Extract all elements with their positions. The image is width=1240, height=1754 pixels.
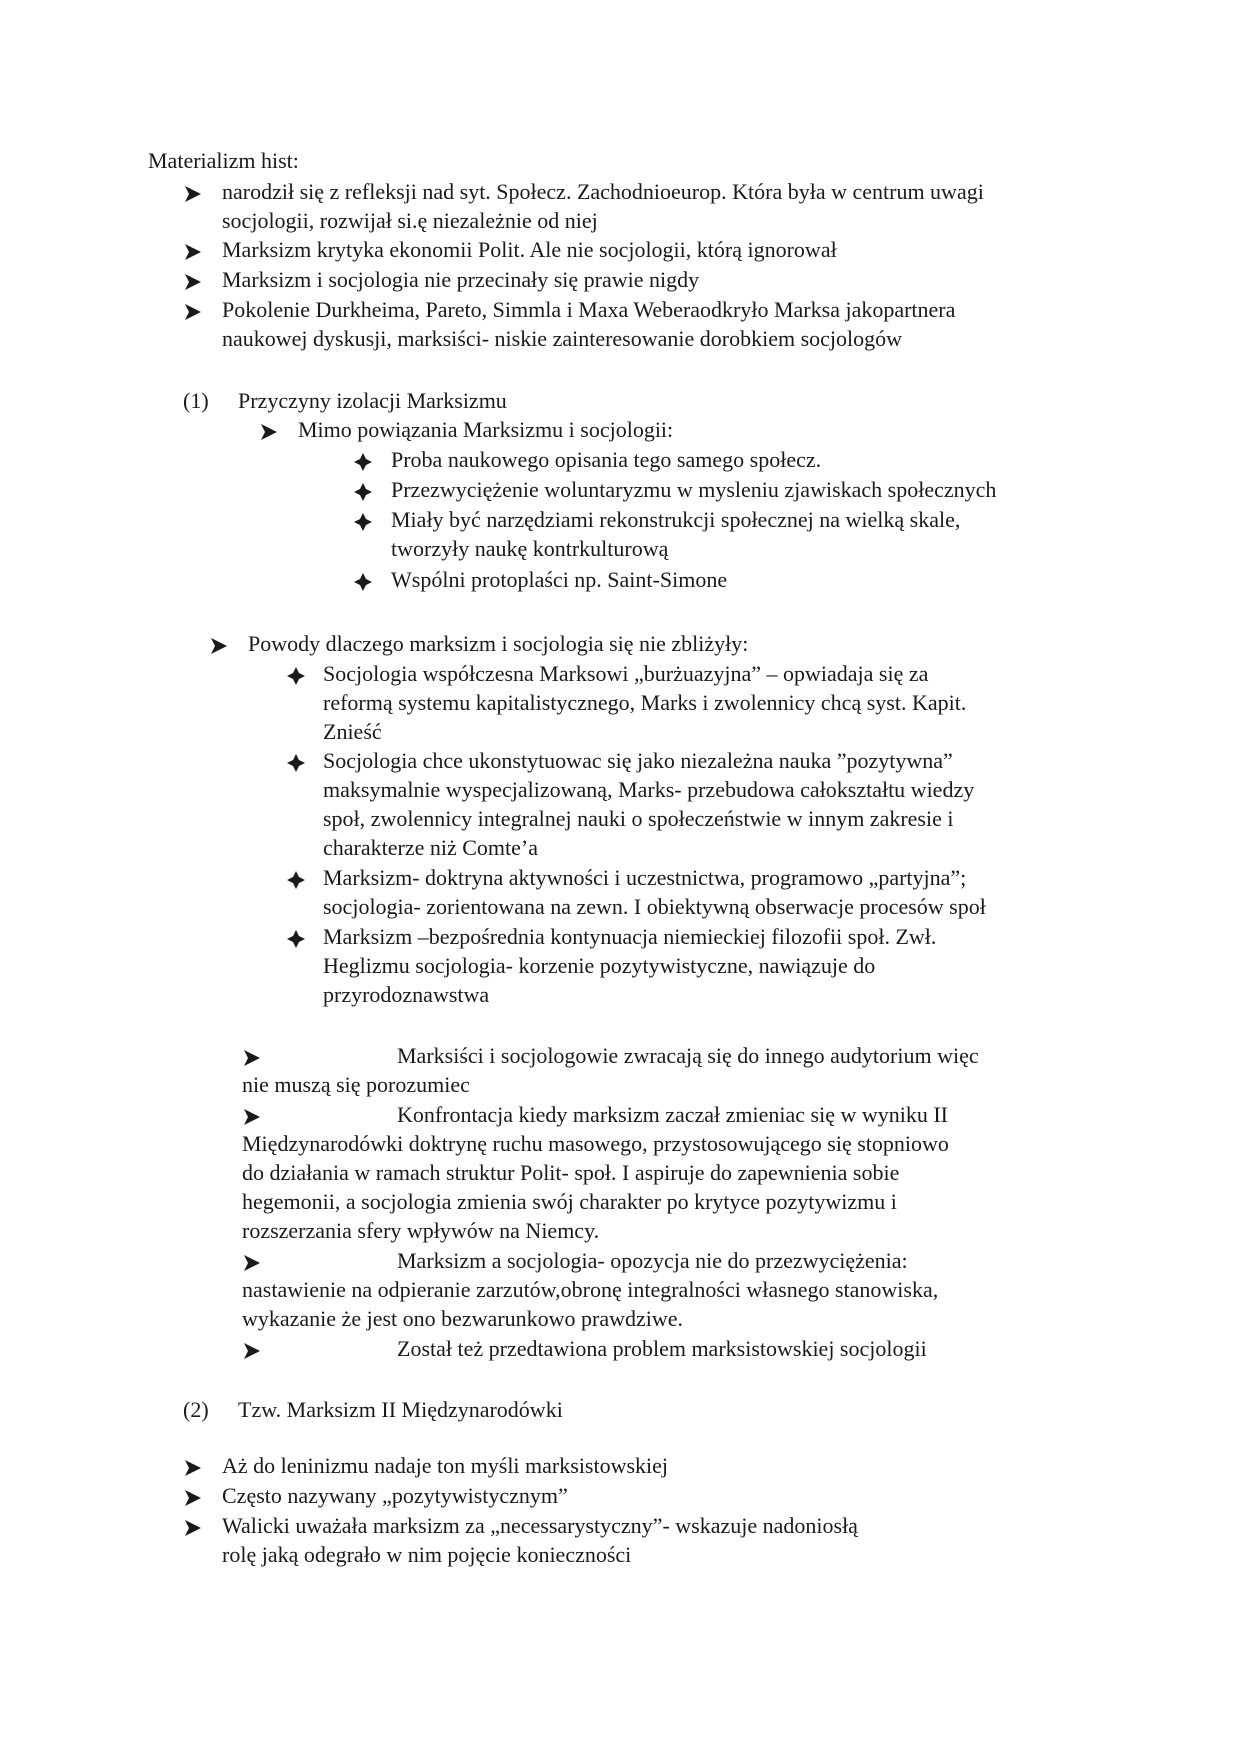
intro-bullet-3: Marksizm i socjologia nie przecinały się prawie nigdy	[222, 267, 700, 292]
arrowhead-bullet-icon	[260, 423, 278, 441]
reason-4-line-2: Heglizmu socjologia- korzenie pozytywistyczne, nawiązuje do	[323, 953, 876, 978]
note-3-line-2: nastawienie na odpieranie zarzutów,obronę integralności własnego stanowiska,	[242, 1277, 939, 1302]
diamond-item-2: Przezwyciężenie woluntaryzmu w mysleniu zjawiskach społecznych	[391, 477, 997, 502]
section-1-title: Przyczyny izolacji Marksizmu	[238, 388, 507, 413]
reason-4-line-1: Marksizm –bezpośrednia kontynuacja niemieckiej filozofii społ. Zwł.	[323, 924, 937, 949]
note-1-first-line: Marksiści i socjologowie zwracają się do innego audytorium więc	[397, 1043, 979, 1068]
arrowhead-bullet-icon	[184, 243, 202, 261]
reason-2-line-2: maksymalnie wyspecjalizowaną, Marks- przebudowa całokształtu wiedzy	[323, 777, 975, 802]
diamond-bullet-icon	[354, 513, 372, 531]
section-2-bullet-2: Często nazywany „pozytywistycznym”	[222, 1483, 568, 1508]
reason-3-line-1: Marksizm- doktryna aktywności i uczestnictwa, programowo „partyjna”;	[323, 865, 967, 890]
section-2-number: (2)	[183, 1397, 209, 1422]
section-2-bullet-1: Aż do leninizmu nadaje ton myśli marksistowskiej	[222, 1453, 669, 1478]
diamond-bullet-icon	[287, 754, 305, 772]
intro-bullet-4-line-2: naukowej dyskusji, marksiści- niskie zainteresowanie dorobkiem socjologów	[222, 326, 903, 351]
section-1-number: (1)	[183, 388, 209, 413]
diamond-bullet-icon	[287, 667, 305, 685]
arrowhead-bullet-icon	[243, 1049, 261, 1067]
arrowhead-bullet-icon	[243, 1108, 261, 1126]
reason-1-line-3: Znieść	[323, 719, 382, 744]
reason-2-line-1: Socjologia chce ukonstytuowac się jako niezależna nauka ”pozytywna”	[323, 748, 953, 773]
reason-1-line-2: reformą systemu kapitalistycznego, Marks i zwolennicy chcą syst. Kapit.	[323, 690, 967, 715]
note-2-line-5: rozszerzania sfery wpływów na Niemcy.	[242, 1218, 600, 1243]
reason-1-line-1: Socjologia współczesna Marksowi „burżuazyjna” – opwiadaja się za	[323, 661, 929, 686]
note-2-first-line: Konfrontacja kiedy marksizm zaczał zmieniac się w wyniku II	[397, 1102, 948, 1127]
diamond-item-3-line-2: tworzyły naukę kontrkulturową	[391, 536, 669, 561]
intro-bullet-1-line-1: narodził się z refleksji nad syt. Społecz. Zachodnioeurop. Która była w centrum uwagi	[222, 179, 984, 204]
section-2-bullet-3-line-2: rolę jaką odegrało w nim pojęcie konieczności	[222, 1542, 632, 1567]
reason-2-line-4: charakterze niż Comte’a	[323, 835, 538, 860]
arrowhead-bullet-icon	[184, 303, 202, 321]
reason-3-line-2: socjologia- zorientowana na zewn. I obiektywną obserwacje procesów społ	[323, 894, 986, 919]
arrowhead-bullet-icon	[210, 637, 228, 655]
reasons-heading: Powody dlaczego marksizm i socjologia się nie zbliżyły:	[248, 631, 749, 656]
section-2-title: Tzw. Marksizm II Międzynarodówki	[238, 1397, 563, 1422]
arrowhead-bullet-icon	[184, 1519, 202, 1537]
arrowhead-bullet-icon	[184, 273, 202, 291]
reason-4-line-3: przyrodoznawstwa	[323, 982, 490, 1007]
note-4-first-line: Został też przedtawiona problem marksistowskiej socjologii	[397, 1336, 927, 1361]
document-heading: Materializm hist:	[148, 148, 299, 173]
diamond-item-1: Proba naukowego opisania tego samego społecz.	[391, 447, 822, 472]
note-2-line-3: do działania w ramach struktur Polit- społ. I aspiruje do zapewnienia sobie	[242, 1160, 900, 1185]
section-2-bullet-3-line-1: Walicki uważała marksizm za „necessarystyczny”- wskazuje nadoniosłą	[222, 1513, 858, 1538]
reason-2-line-3: społ, zwolennicy integralnej nauki o społeczeństwie w innym zakresie i	[323, 806, 954, 831]
intro-bullet-2: Marksizm krytyka ekonomii Polit. Ale nie socjologii, którą ignorował	[222, 237, 837, 262]
section-1-sub-heading: Mimo powiązania Marksizmu i socjologii:	[298, 417, 674, 442]
intro-bullet-1-line-2: socjologii, rozwijał si.ę niezależnie od niej	[222, 208, 598, 233]
diamond-bullet-icon	[287, 930, 305, 948]
note-3-line-3: wykazanie że jest ono bezwarunkowo prawdziwe.	[242, 1306, 684, 1331]
arrowhead-bullet-icon	[184, 185, 202, 203]
note-3-first-line: Marksizm a socjologia- opozycja nie do przezwyciężenia:	[397, 1248, 908, 1273]
note-1-line-2: nie muszą się porozumiec	[242, 1072, 470, 1097]
arrowhead-bullet-icon	[243, 1342, 261, 1360]
arrowhead-bullet-icon	[184, 1489, 202, 1507]
arrowhead-bullet-icon	[243, 1254, 261, 1272]
intro-bullet-4-line-1: Pokolenie Durkheima, Pareto, Simmla i Maxa Weberaodkryło Marksa jakopartnera	[222, 297, 956, 322]
diamond-bullet-icon	[287, 871, 305, 889]
diamond-bullet-icon	[354, 573, 372, 591]
diamond-item-4: Wspólni protoplaści np. Saint-Simone	[391, 567, 728, 592]
diamond-bullet-icon	[354, 453, 372, 471]
diamond-item-3-line-1: Miały być narzędziami rekonstrukcji społecznej na wielką skale,	[391, 507, 961, 532]
diamond-bullet-icon	[354, 483, 372, 501]
note-2-line-2: Międzynarodówki doktrynę ruchu masowego, przystosowującego się stopniowo	[242, 1131, 949, 1156]
arrowhead-bullet-icon	[184, 1459, 202, 1477]
note-2-line-4: hegemonii, a socjologia zmienia swój charakter po krytyce pozytywizmu i	[242, 1189, 897, 1214]
